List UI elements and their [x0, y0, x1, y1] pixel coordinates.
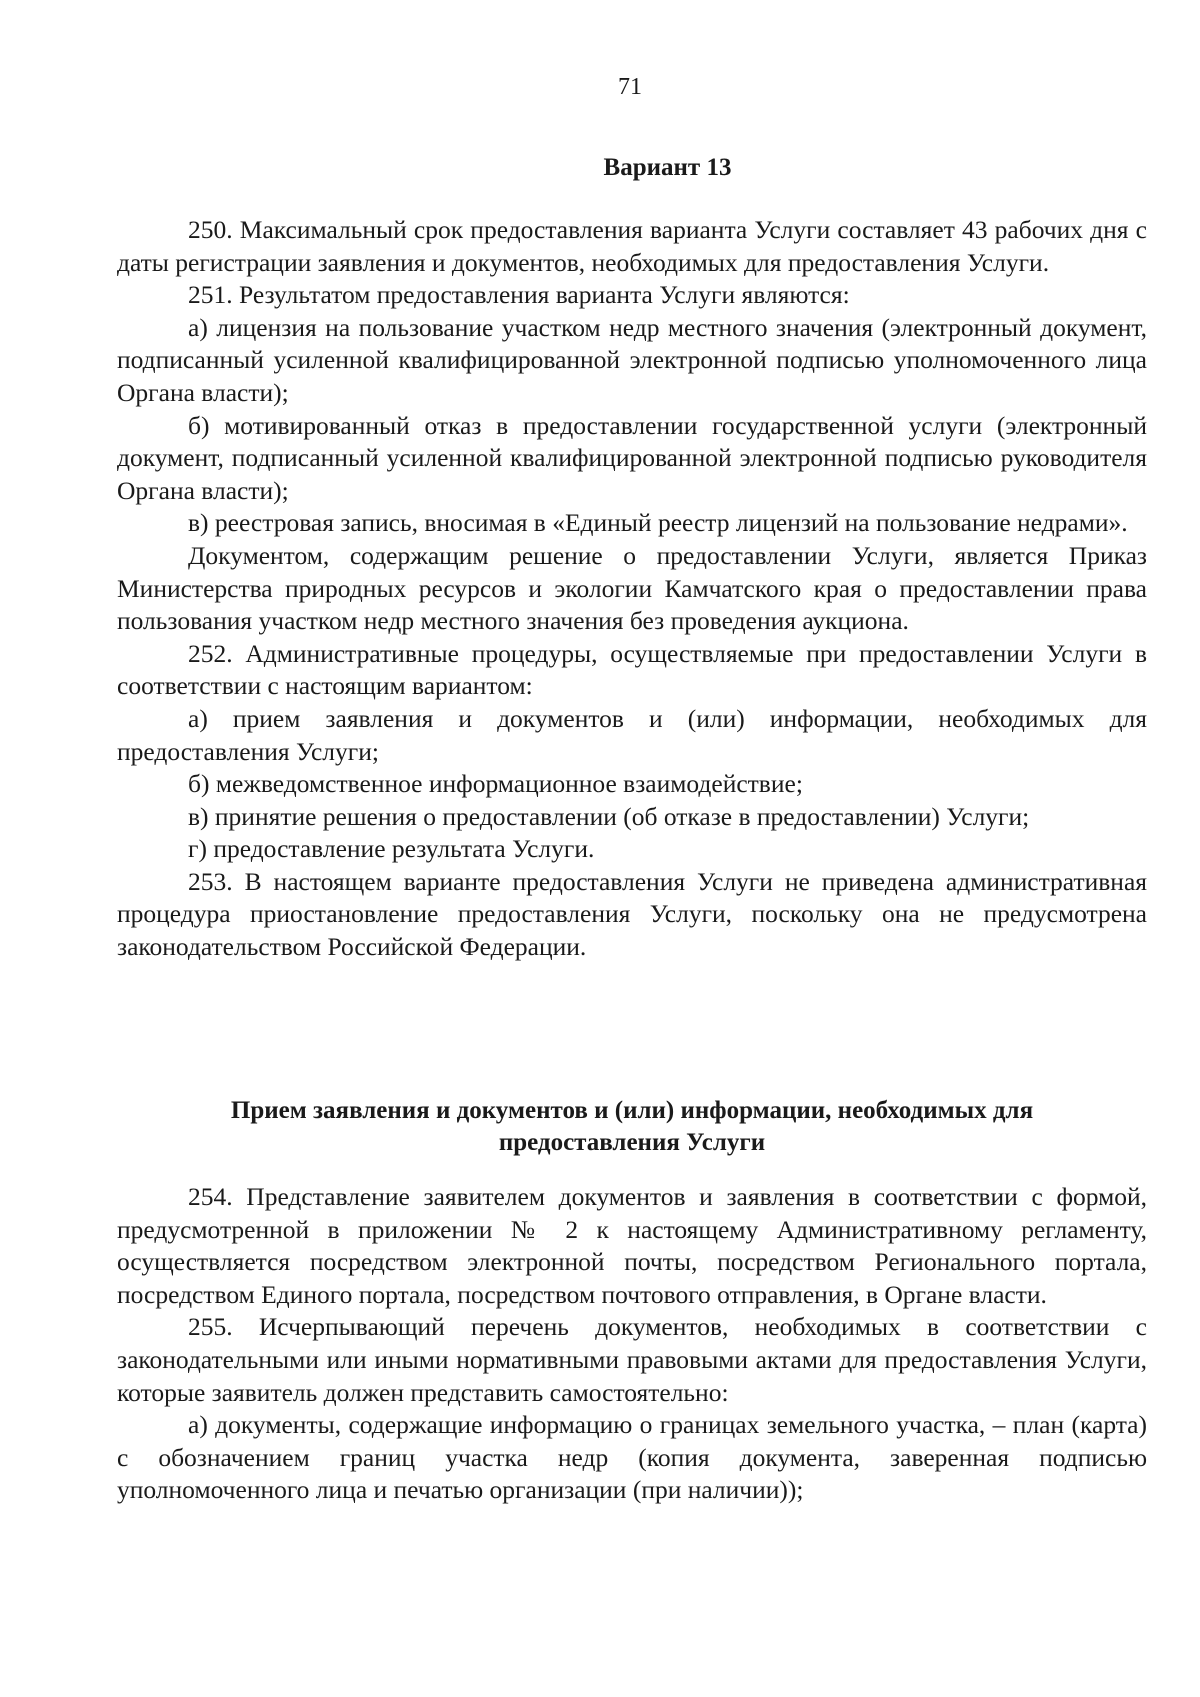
variant-title: Вариант 13: [603, 154, 732, 181]
paragraph-251-b: б) мотивированный отказ в предоставлении государственной услуги (электронный документ, подписанный усиленной квалифицированной электронной подписью руководителя Органа власти);: [117, 410, 1147, 505]
paragraph-250: 250. Максимальный срок предоставления варианта Услуги составляет 43 рабочих дня с даты регистрации заявления и документов, необходимых для предоставления Услуги.: [117, 215, 1147, 277]
paragraph-251: 251. Результатом предоставления варианта Услуги являются:: [188, 280, 850, 310]
page-number: 71: [618, 74, 642, 100]
text-block-section: [117, 1181, 1147, 1507]
paragraph-252-a: а) прием заявления и документов и (или) информации, необходимых для предоставления Услуги;: [117, 703, 1147, 766]
paragraph-252-v: в) принятие решения о предоставлении (об отказе в предоставлении) Услуги;: [188, 801, 1030, 831]
paragraph-252: 252. Административные процедуры, осуществляемые при предоставлении Услуги в соответствии с настоящим вариантом:: [117, 638, 1147, 701]
section-heading: Прием заявления и документов и (или) информации, необходимых для предоставления Услуги: [230, 1097, 1034, 1156]
paragraph-decision-document: Документом, содержащим решение о предоставлении Услуги, является Приказ Министерства природных ресурсов и экологии Камчатского края о предоставлении права пользования участком недр местного значения без проведения аукциона.: [117, 540, 1147, 636]
paragraph-252-b: б) межведомственное информационное взаимодействие;: [188, 769, 803, 799]
paragraph-253: 253. В настоящем варианте предоставления Услуги не приведена административная процедура приостановление предоставления Услуги, поскольку она не предусмотрена законодательством Российской Федерации.: [117, 866, 1147, 962]
paragraph-255: 255. Исчерпывающий перечень документов, необходимых в соответствии с законодательными или иными нормативными правовыми актами для предоставления Услуги, которые заявитель должен представить самостоятельно:: [117, 1312, 1147, 1407]
text-block-main: [117, 214, 1147, 964]
paragraph-252-g: г) предоставление результата Услуги.: [188, 834, 595, 864]
paragraph-251-v: в) реестровая запись, вносимая в «Единый реестр лицензий на пользование недрами».: [188, 508, 1128, 538]
paragraph-251-a: а) лицензия на пользование участком недр местного значения (электронный документ, подписанный усиленной квалифицированной электронной подписью уполномоченного лица Органа власти);: [117, 312, 1147, 407]
paragraph-254: 254. Представление заявителем документов и заявления в соответствии с формой, предусмотренной в приложении № 2 к настоящему Административному регламенту, осуществляется посредством электронной почты, посредством Регионального портала, посредством Единого портала, посредством почтового отправления, в Органе власти.: [117, 1182, 1147, 1309]
paragraph-255-a: а) документы, содержащие информацию о границах земельного участка, – план (карта) с обозначением границ участка недр (копия документа, заверенная подписью уполномоченного лица и печатью организации (при наличии));: [117, 1410, 1147, 1505]
